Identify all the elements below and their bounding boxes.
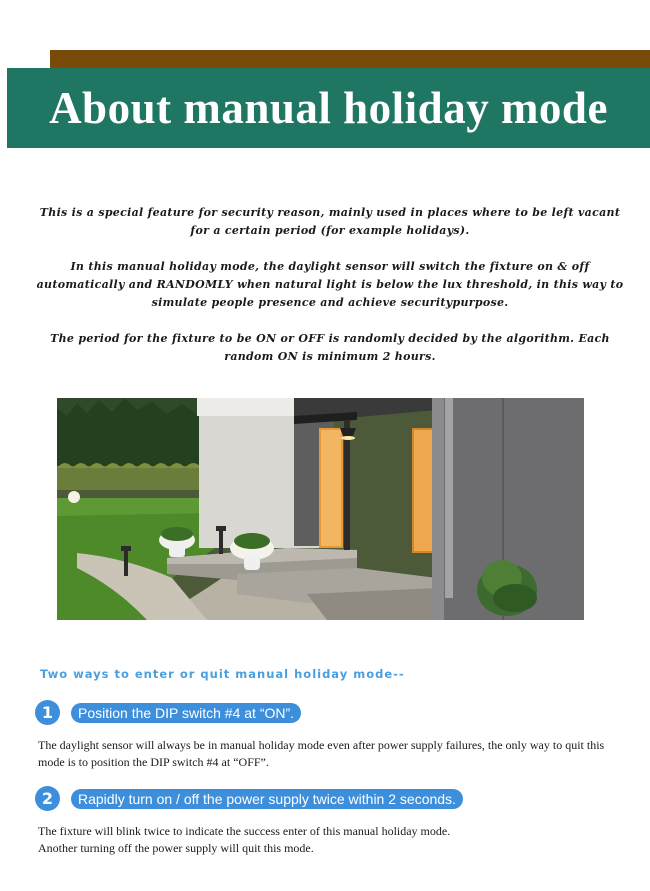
title-band xyxy=(7,68,650,148)
intro-paragraph-1: This is a special feature for security reason, mainly used in places where to be left vacant for a certain period (for example holidays). xyxy=(39,206,621,237)
step-1-label: Position the DIP switch #4 at “ON”. xyxy=(71,703,301,723)
step-1-description-text: The daylight sensor will always be in manual holiday mode even after power supply failures, the only way to quit this mode is to position the DIP switch #4 at “OFF”. xyxy=(38,738,605,769)
house-garden-illustration xyxy=(57,398,584,620)
ways-heading: Two ways to enter or quit manual holiday mode-- xyxy=(40,667,405,681)
step-2-description xyxy=(38,823,628,857)
step-1-description xyxy=(38,737,628,771)
house-garden-photo xyxy=(57,398,584,620)
step-2-number-badge: 2 xyxy=(35,786,60,811)
intro-paragraph-3: The period for the fixture to be ON or OFF is randomly decided by the algorithm. Each random ON is minimum 2 hours. xyxy=(50,332,610,363)
page-title: About manual holiday mode xyxy=(49,83,608,133)
step-2 xyxy=(35,786,463,811)
step-2-description-line-2: Another turning off the power supply will quit this mode. xyxy=(38,841,314,855)
step-2-description-line-1: The fixture will blink twice to indicate the success enter of this manual holiday mode. xyxy=(38,824,451,838)
step-1-number-badge: 1 xyxy=(35,700,60,725)
step-2-label: Rapidly turn on / off the power supply twice within 2 seconds. xyxy=(71,789,463,809)
intro-text xyxy=(30,204,630,384)
step-1 xyxy=(35,700,301,725)
header-accent-bar xyxy=(50,50,650,70)
intro-paragraph-2: In this manual holiday mode, the daylight sensor will switch the fixture on & off automatically and RANDOMLY when natural light is below the lux threshold, in this way to simulate people presence and achieve securitypurpose. xyxy=(36,260,624,309)
